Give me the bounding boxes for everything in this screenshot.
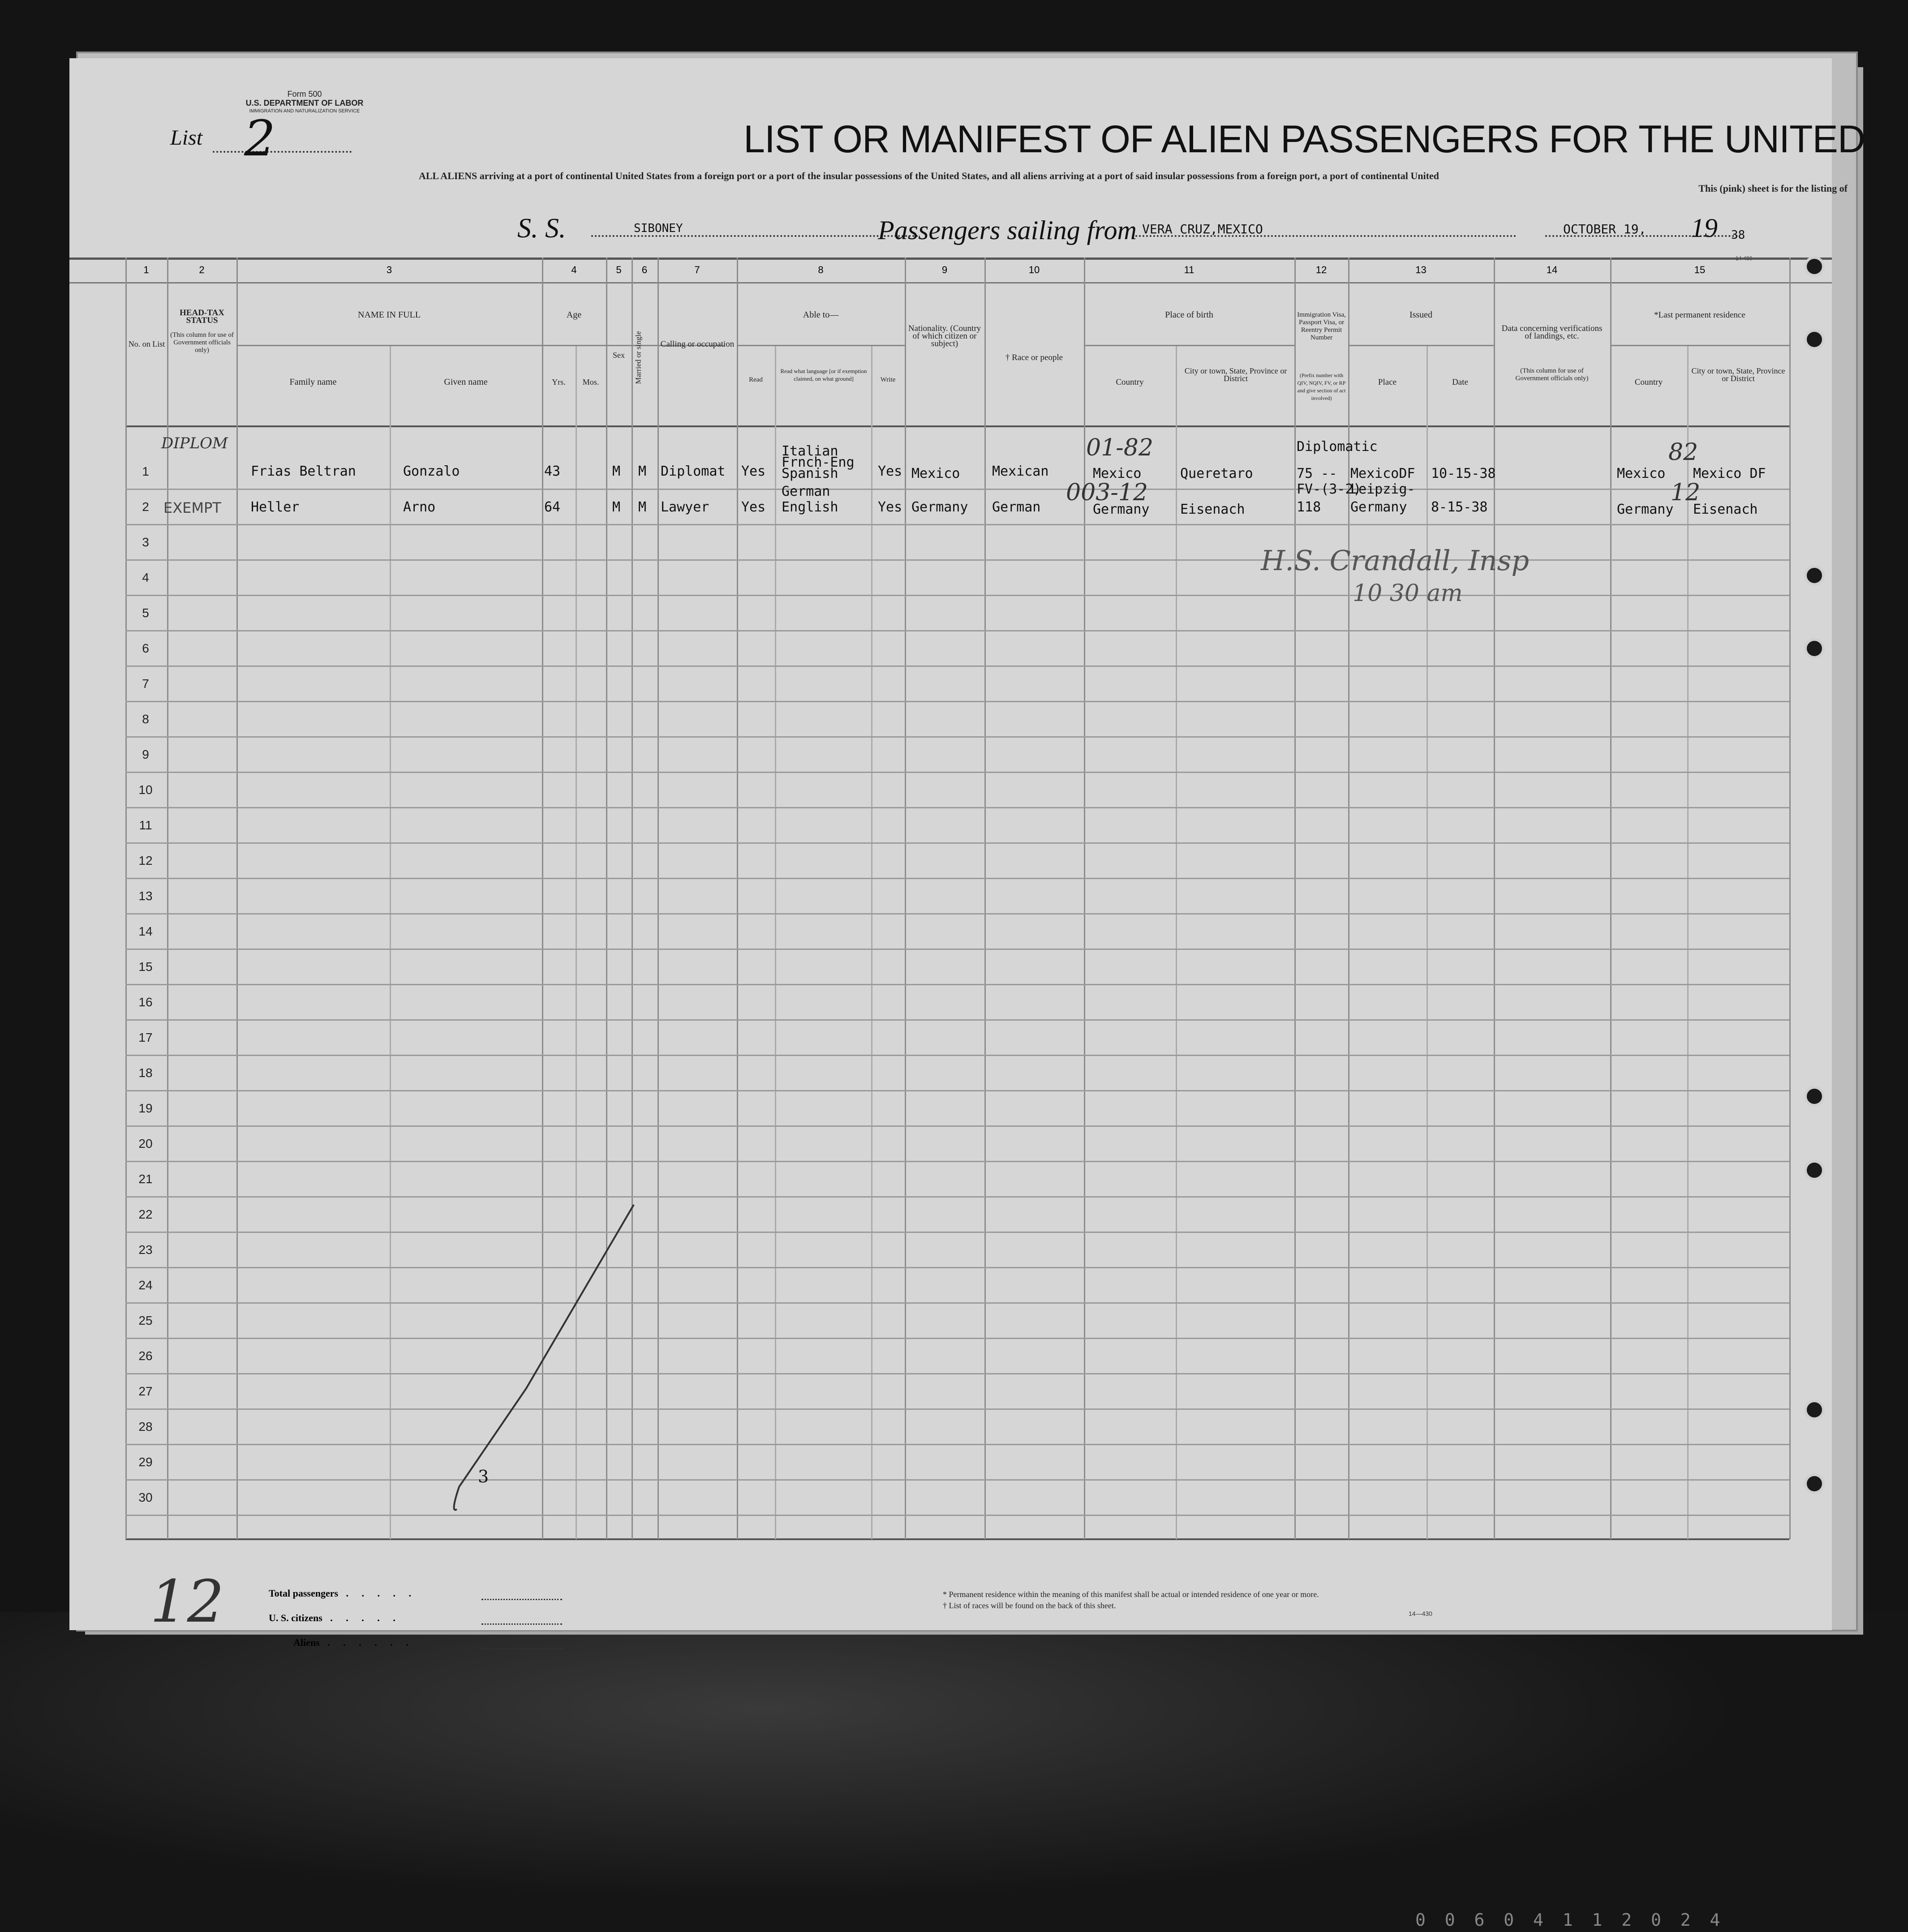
row-line <box>125 842 1789 844</box>
footnote-races: † List of races will be found on the back of this sheet. <box>943 1601 1116 1610</box>
film-frame-number: 0 0 6 0 4 1 1 2 0 2 4 <box>1415 1910 1725 1930</box>
row-line <box>125 772 1789 773</box>
p1-visa-1: Diplomatic <box>1297 439 1378 455</box>
row-line <box>125 1373 1789 1374</box>
manifest-page <box>69 58 1865 1648</box>
row-line <box>125 1055 1789 1056</box>
p2-language-2: English <box>782 499 838 515</box>
col-number: 2 <box>199 264 205 275</box>
p1-issued-date: 10-15-38 <box>1431 466 1496 481</box>
punch-hole <box>1804 256 1825 277</box>
p1-res-city: Mexico DF <box>1693 466 1766 481</box>
footer-total-passengers: Total passengers . . . . . <box>269 1588 417 1599</box>
header-no-on-list: No. on List <box>128 339 165 348</box>
col-divider <box>737 258 738 1539</box>
col-divider <box>984 258 986 1539</box>
punch-hole <box>1804 1473 1825 1494</box>
row-number: 28 <box>138 1420 153 1434</box>
ship-line <box>591 235 918 237</box>
year-prefix: 19 <box>1691 213 1718 243</box>
p2-res-country: Germany <box>1617 502 1674 517</box>
header-nationality: Nationality. (Country of which citizen or subject) <box>908 324 981 348</box>
row-number: 17 <box>138 1030 153 1044</box>
footer-form-code: 14—430 <box>1409 1610 1432 1617</box>
header-bottom-rule <box>125 425 1789 427</box>
col-divider <box>1294 258 1296 1539</box>
row-line <box>125 524 1789 525</box>
p1-calling: Diplomat <box>661 464 726 479</box>
p2-given-name: Arno <box>403 499 436 515</box>
row-line <box>125 630 1789 631</box>
handwritten-exempt: EXEMPT <box>163 499 221 516</box>
p1-read: Yes <box>741 464 766 479</box>
row-line <box>125 913 1789 914</box>
col-number: 10 <box>1028 264 1040 275</box>
col-number: 12 <box>1315 264 1327 275</box>
col-number: 7 <box>694 264 700 275</box>
header-read-language: Read what language [or if exemption claimed, on what ground] <box>780 368 867 382</box>
row-number: 14 <box>138 924 153 938</box>
row-line <box>125 1444 1789 1445</box>
punch-hole <box>1804 565 1825 586</box>
header-given-name: Given name <box>444 377 488 387</box>
p1-language-1: Italian <box>782 443 838 459</box>
row-line <box>125 1515 1789 1516</box>
col-divider <box>125 258 127 1539</box>
handwritten-time: 10 30 am <box>1353 580 1463 607</box>
punch-hole <box>1804 1086 1825 1107</box>
header-res-city: City or town, State, Province or District <box>1691 366 1785 383</box>
col-number: 6 <box>641 264 648 275</box>
col-divider <box>1494 258 1495 1539</box>
row-number: 13 <box>138 889 153 903</box>
handwritten-code-row2: 003-12 <box>1066 479 1148 506</box>
header-visa-note: (Prefix number with QIV, NQIV, FV, or RP and give section of act involved) <box>1297 372 1346 401</box>
header-race: † Race or people <box>1005 353 1063 362</box>
subheader-rule <box>1084 345 1294 346</box>
row-number: 30 <box>138 1490 153 1504</box>
header-age: Age <box>566 310 582 320</box>
p1-race: Mexican <box>992 464 1049 479</box>
col-number: 1 <box>143 264 149 275</box>
row-number: 2 <box>142 500 149 514</box>
header-family-name: Family name <box>289 377 337 387</box>
header-birth-city: City or town, State, Province or District <box>1184 366 1287 383</box>
p1-family-name: Frias Beltran <box>251 464 356 479</box>
handwritten-inspector: H.S. Crandall, Insp <box>1261 544 1530 577</box>
p1-issued-place: MexicoDF <box>1350 466 1415 481</box>
p2-issued-date: 8-15-38 <box>1431 499 1488 515</box>
subheader-rule <box>1348 345 1494 346</box>
p2-family-name: Heller <box>251 499 300 515</box>
row-number: 6 <box>142 641 149 655</box>
handwritten-res-code-2: 12 <box>1671 479 1701 506</box>
row-line <box>125 736 1789 738</box>
row-number: 22 <box>138 1207 153 1221</box>
p2-res-city: Eisenach <box>1693 502 1758 517</box>
row-line <box>125 984 1789 985</box>
aliens-label: Aliens <box>293 1637 320 1648</box>
pen-stroke <box>437 1200 643 1523</box>
row-number: 9 <box>142 747 149 761</box>
header-head-tax-note: (This column for use of Government officials only) <box>170 331 234 354</box>
row-number: 26 <box>138 1349 153 1363</box>
row-line <box>125 1479 1789 1481</box>
header-able-to: Able to— <box>803 310 839 320</box>
row-number: 18 <box>138 1066 153 1080</box>
handwritten-diplomat-note: DIPLOM <box>161 434 228 452</box>
p2-married: M <box>638 499 647 515</box>
row-number: 1 <box>142 464 149 478</box>
punch-hole <box>1804 1160 1825 1181</box>
row-line <box>125 1161 1789 1162</box>
header-res-country: Country <box>1634 378 1663 387</box>
row-number: 3 <box>142 535 149 549</box>
row-number: 7 <box>142 677 149 691</box>
header-issued-date: Date <box>1452 378 1468 387</box>
p2-issued-place-2: Germany <box>1350 499 1407 515</box>
p2-calling: Lawyer <box>661 499 709 515</box>
col-divider <box>1610 258 1611 1539</box>
p1-age: 43 <box>544 464 561 479</box>
header-head-tax: HEAD-TAX STATUS <box>180 308 224 325</box>
col-number: 13 <box>1415 264 1427 275</box>
p1-birth-city: Queretaro <box>1180 466 1253 481</box>
year-suffix: 38 <box>1731 228 1745 242</box>
header-yrs: Yrs. <box>552 378 566 386</box>
header-landings-note: (This column for use of Government officials only) <box>1515 367 1589 382</box>
row-number: 19 <box>138 1101 153 1115</box>
list-number-line <box>213 150 352 153</box>
handwritten-code-row1: 01-82 <box>1086 434 1153 461</box>
form-number: Form 500 <box>287 90 322 99</box>
handwritten-bottom-number: 3 <box>478 1467 489 1486</box>
row-line <box>125 489 1789 490</box>
row-number: 23 <box>138 1243 153 1257</box>
row-line <box>125 701 1789 702</box>
subheader-rule <box>737 345 905 346</box>
handwritten-margin-mark: 12 <box>150 1567 224 1636</box>
p2-write: Yes <box>878 499 902 515</box>
column-number-rule <box>69 282 1832 283</box>
row-line <box>125 1090 1789 1091</box>
subtitle-line-2: This (pink) sheet is for the listing of <box>1698 183 1848 194</box>
punch-hole <box>1804 329 1825 350</box>
row-line <box>125 1267 1789 1268</box>
p1-birth-country: Mexico <box>1093 466 1142 481</box>
header-last-residence: *Last permanent residence <box>1654 310 1745 320</box>
header-read: Read <box>749 376 763 383</box>
col-number: 9 <box>941 264 948 275</box>
list-label: List <box>170 126 203 150</box>
row-number: 4 <box>142 571 149 584</box>
header-mos: Mos. <box>582 378 599 386</box>
manifest-title: LIST OR MANIFEST OF ALIEN PASSENGERS FOR THE UNITED <box>743 118 1865 161</box>
p2-birth-city: Eisenach <box>1180 502 1245 517</box>
col-divider <box>905 258 906 1539</box>
punch-hole <box>1804 1400 1825 1420</box>
row-line <box>125 807 1789 808</box>
p1-write: Yes <box>878 464 902 479</box>
p2-language-1: German <box>782 484 830 499</box>
us-citizens-label: U. S. citizens <box>269 1612 322 1623</box>
col-number: 3 <box>386 264 392 275</box>
header-sex: Sex <box>613 351 625 360</box>
ship-name: SIBONEY <box>634 222 683 235</box>
col-divider <box>657 258 659 1539</box>
row-number: 20 <box>138 1137 153 1151</box>
p2-visa-1: FV-(3-2) <box>1297 481 1362 497</box>
p2-read: Yes <box>741 499 766 515</box>
p1-language-2: Frnch-Eng <box>782 455 855 470</box>
service-label: IMMIGRATION AND NATURALIZATION SERVICE <box>249 108 360 114</box>
punch-hole <box>1804 638 1825 659</box>
row-line <box>125 1408 1789 1410</box>
col-divider <box>1789 258 1791 1539</box>
row-number: 25 <box>138 1314 153 1327</box>
row-line <box>125 1338 1789 1339</box>
header-name-in-full: NAME IN FULL <box>358 310 421 320</box>
sailing-port: VERA CRUZ,MEXICO <box>1142 222 1263 236</box>
sailing-date: OCTOBER 19, <box>1563 222 1646 236</box>
p2-nationality: Germany <box>911 499 968 515</box>
header-calling: Calling or occupation <box>660 339 735 349</box>
row-line <box>125 1125 1789 1127</box>
row-number: 21 <box>138 1172 153 1186</box>
row-line <box>125 878 1789 879</box>
p1-res-country: Mexico <box>1617 466 1666 481</box>
header-place-of-birth: Place of birth <box>1165 310 1213 320</box>
row-line <box>125 559 1789 561</box>
row-line <box>125 665 1789 667</box>
ss-label: S. S. <box>517 213 566 244</box>
header-birth-country: Country <box>1116 378 1144 387</box>
header-visa: Immigration Visa, Passport Visa, or Reentry Permit Number <box>1297 311 1346 341</box>
p1-married: M <box>638 464 647 479</box>
aliens-line <box>481 1648 562 1649</box>
row-number: 27 <box>138 1384 153 1398</box>
header-issued: Issued <box>1409 310 1433 320</box>
row-number: 29 <box>138 1455 153 1469</box>
table-top-rule <box>69 258 1832 260</box>
p2-issued-place-1: Leipzig- <box>1350 481 1415 497</box>
p1-sex: M <box>612 464 621 479</box>
p1-nationality: Mexico <box>911 466 960 481</box>
handwritten-res-code-1: 82 <box>1668 439 1698 466</box>
row-number: 10 <box>138 783 153 797</box>
row-line <box>125 949 1789 950</box>
header-write: Write <box>880 376 896 383</box>
total-passengers-line <box>481 1599 562 1600</box>
footer-aliens: Aliens . . . . . . <box>293 1637 414 1648</box>
p2-birth-country: Germany <box>1093 502 1150 517</box>
col-number: 4 <box>571 264 577 275</box>
col-number: 11 <box>1184 264 1195 275</box>
us-citizens-line <box>481 1623 562 1625</box>
list-number: 2 <box>244 110 275 167</box>
department-label: U.S. DEPARTMENT OF LABOR <box>245 99 364 107</box>
row-number: 12 <box>138 854 153 867</box>
table-bottom-rule <box>125 1538 1789 1540</box>
col-number: 14 <box>1546 264 1558 275</box>
row-line <box>125 1019 1789 1021</box>
header-issued-place: Place <box>1378 378 1397 387</box>
col-number: 15 <box>1694 264 1706 275</box>
col-divider <box>1084 258 1085 1539</box>
p1-visa-2: 75 -- <box>1297 466 1337 481</box>
footer-us-citizens: U. S. citizens . . . . . <box>269 1612 401 1623</box>
subheader-rule <box>236 345 725 346</box>
row-line <box>125 1232 1789 1233</box>
subheader-rule <box>1610 345 1789 346</box>
p2-race: German <box>992 499 1041 515</box>
total-passengers-label: Total passengers <box>269 1588 339 1599</box>
col-number: 5 <box>616 264 622 275</box>
p2-sex: M <box>612 499 621 515</box>
p2-age: 64 <box>544 499 561 515</box>
row-number: 8 <box>142 712 149 726</box>
row-number: 15 <box>138 960 153 974</box>
p1-language-3: Spanish <box>782 466 838 481</box>
p1-given-name: Gonzalo <box>403 464 460 479</box>
footnote-residence: * Permanent residence within the meaning of this manifest shall be actual or intended residence of one year or more. <box>943 1590 1319 1599</box>
film-background <box>0 1612 1908 1932</box>
col-divider <box>236 258 238 1539</box>
row-line <box>125 595 1789 596</box>
sailing-label: Passengers sailing from <box>878 215 1137 245</box>
col-number: 8 <box>818 264 824 275</box>
row-number: 24 <box>138 1278 153 1292</box>
subtitle-line-1: ALL ALIENS arriving at a port of continental United States from a foreign port or a port of the insular possessions of the United States, and all aliens arriving at a port of said insular possessions from a foreign port, a port of continental United <box>419 170 1439 181</box>
row-number: 16 <box>138 995 153 1009</box>
row-number: 11 <box>139 818 152 832</box>
header-married: Married or single <box>634 331 643 384</box>
header-landings: Data concerning verifications of landings, etc. <box>1501 324 1603 341</box>
row-line <box>125 1302 1789 1304</box>
p2-visa-2: 118 <box>1297 499 1321 515</box>
row-line <box>125 1196 1789 1198</box>
row-number: 5 <box>142 606 149 620</box>
